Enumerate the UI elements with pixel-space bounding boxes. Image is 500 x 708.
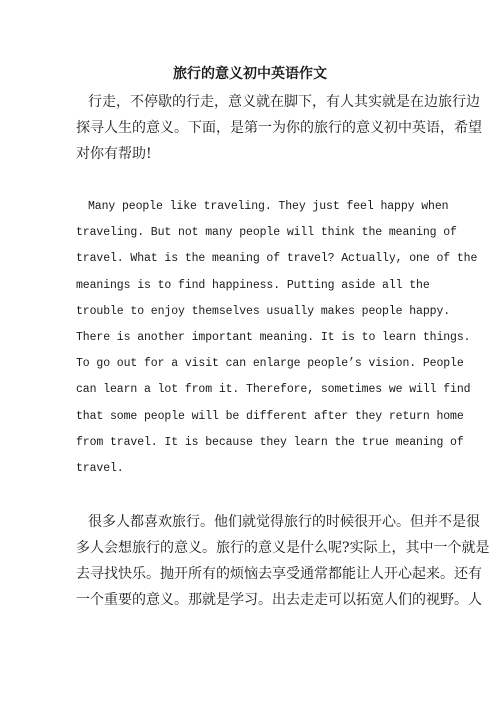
english-line: To go out for a visit can enlarge people’s vision. People [76,357,464,371]
chinese-line: 很多人都喜欢旅行。他们就觉得旅行的时候很开心。但并不是很 [88,514,480,530]
english-line: that some people will be different after they return home [76,409,464,423]
english-line: meanings is to find happiness. Putting aside all the [76,278,430,292]
english-line: can learn a lot from it. Therefore, sometimes we will find [76,383,471,397]
english-line: travel. [76,462,124,476]
english-line: travel. What is the meaning of travel? Actually, one of the [76,252,478,266]
intro-line: 探寻人生的意义。下面，是第一为你的旅行的意义初中英语，希望 [76,120,482,136]
intro-paragraph [76,89,482,167]
chinese-line: 多人会想旅行的意义。旅行的意义是什么呢?实际上，其中一个就是 [76,540,490,556]
english-line: trouble to enjoy themselves usually makes people happy. [76,304,451,318]
intro-line: 对你有帮助! [76,146,152,162]
document-title: 旅行的意义初中英语作文 [173,66,327,82]
english-line: from travel. It is because they learn the true meaning of [76,435,464,449]
chinese-line: 一个重要的意义。那就是学习。出去走走可以拓宽人们的视野。人 [76,592,482,608]
english-essay-paragraph [76,194,478,482]
intro-line: 行走，不停歇的行走，意义就在脚下，有人其实就是在边旅行边 [88,94,480,110]
chinese-line: 去寻找快乐。抛开所有的烦恼去享受通常都能让人开心起来。还有 [76,566,482,582]
chinese-translation-paragraph [76,509,490,613]
english-line: Many people like traveling. They just feel happy when [88,200,449,213]
english-line: There is another important meaning. It is to learn things. [76,331,471,345]
english-line: traveling. But not many people will think the meaning of [76,226,457,240]
